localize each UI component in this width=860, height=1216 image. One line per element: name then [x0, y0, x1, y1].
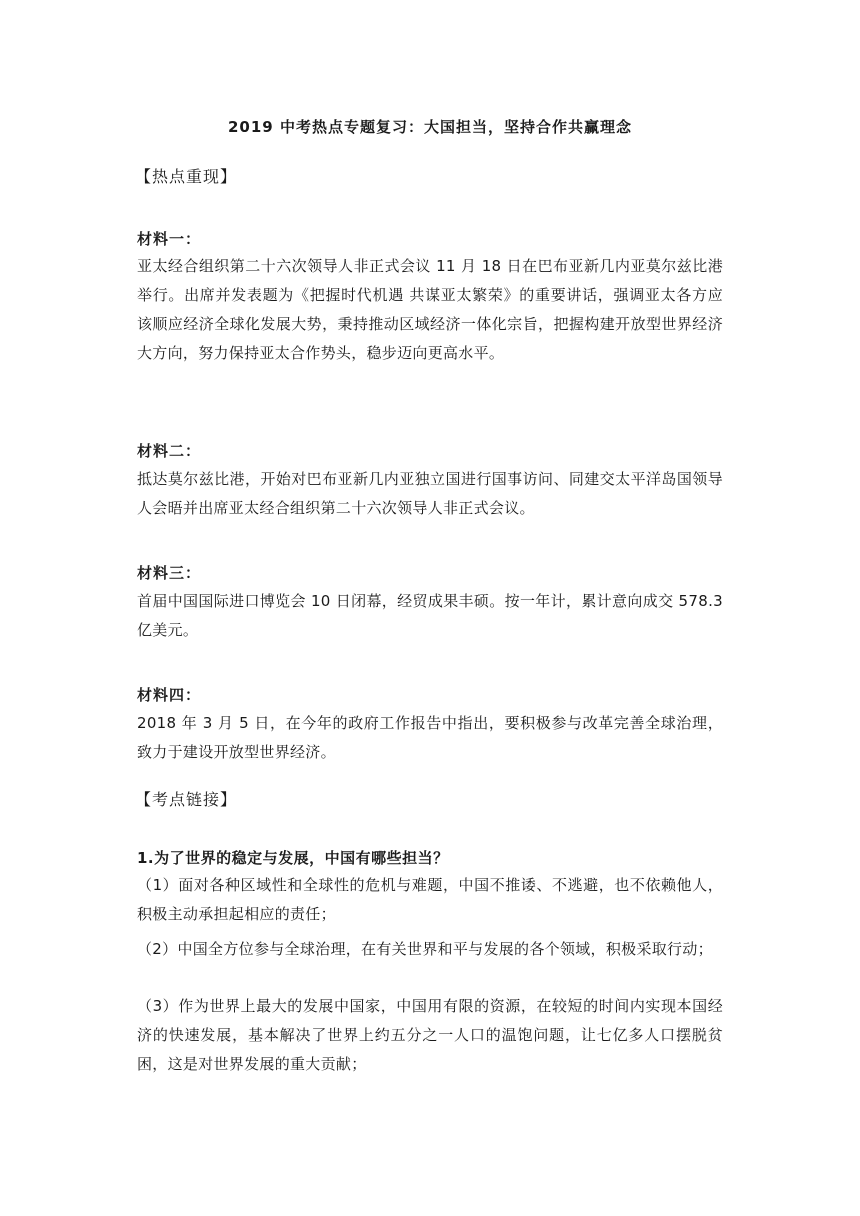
- material-2-text: 抵达莫尔兹比港，开始对巴布亚新几内亚独立国进行国事访问、同建交太平洋岛国领导人会晤并出席亚太经合组织第二十六次领导人非正式会议。: [137, 470, 723, 517]
- question-title: 1.为了世界的稳定与发展，中国有哪些担当？: [137, 849, 449, 867]
- material-4-label: 材料四：: [137, 686, 202, 704]
- answer-3: （3）作为世界上最大的发展中国家，中国用有限的资源，在较短的时间内实现本国经济的快速发展，基本解决了世界上约五分之一人口的温饱问题，让七亿多人口摆脱贫困，这是对世界发展的重大贡献；: [137, 997, 723, 1073]
- material-4-text: 2018 年 3 月 5 日，在今年的政府工作报告中指出，要积极参与改革完善全球治理，致力于建设开放型世界经济。: [137, 714, 723, 761]
- material-1-label: 材料一：: [137, 230, 202, 248]
- answer-2: （2）中国全方位参与全球治理，在有关世界和平与发展的各个领域，积极采取行动；: [137, 940, 713, 958]
- material-3-label: 材料三：: [137, 564, 202, 582]
- material-2-label: 材料二：: [137, 442, 202, 460]
- document-title: 2019 中考热点专题复习：大国担当，坚持合作共赢理念: [228, 118, 632, 136]
- answer-1: （1）面对各种区域性和全球性的危机与难题，中国不推诿、不逃避，也不依赖他人，积极主动承担起相应的责任；: [137, 876, 723, 923]
- link-section-heading: 【考点链接】: [135, 790, 238, 809]
- hotspot-section-heading: 【热点重现】: [135, 167, 238, 186]
- material-3-text: 首届中国国际进口博览会 10 日闭幕，经贸成果丰硕。按一年计，累计意向成交 578.3 亿美元。: [137, 592, 723, 639]
- material-1-text: 亚太经合组织第二十六次领导人非正式会议 11 月 18 日在巴布亚新几内亚莫尔兹比港举行。出席并发表题为《把握时代机遇 共谋亚太繁荣》的重要讲话，强调亚太各方应该顺应经济全球化发展大势，秉持推动区域经济一体化宗旨，把握构建开放型世界经济大方向，努力保持亚太合作势头，稳步迈向更高水平。: [137, 257, 723, 362]
